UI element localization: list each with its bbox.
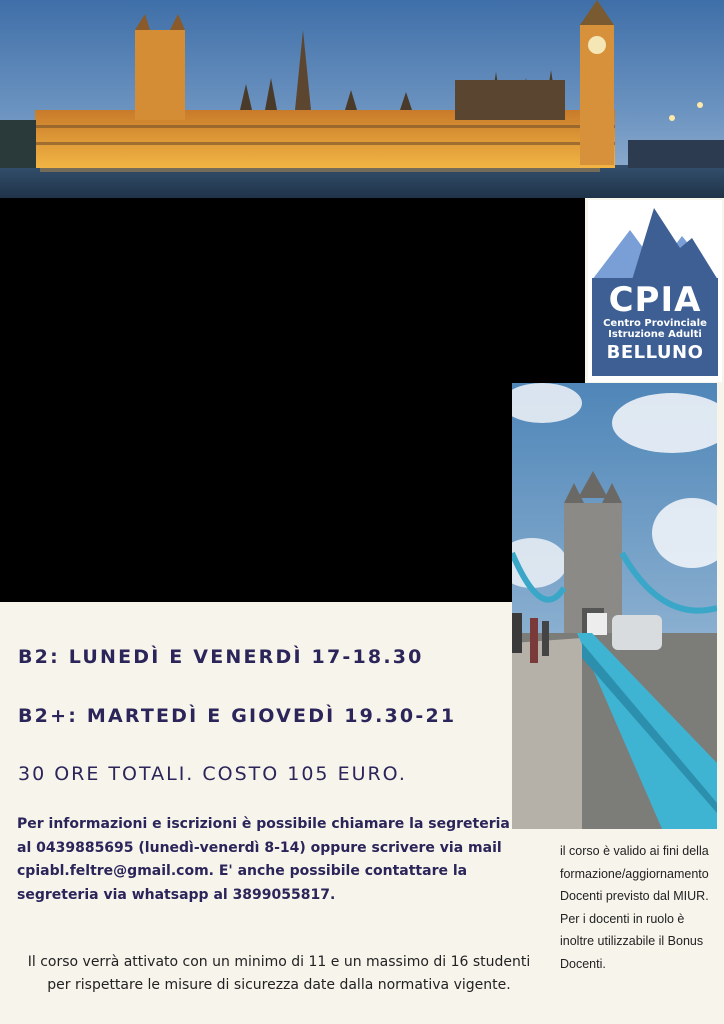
- mountains-icon: [592, 208, 718, 280]
- tower-bridge-illustration: [512, 383, 717, 829]
- logo-city: BELLUNO: [606, 342, 704, 363]
- logo-acronym: CPIA: [608, 280, 702, 320]
- black-panel: [0, 198, 585, 602]
- activation-note: Il corso verrà attivato con un minimo di 11 e un massimo di 16 studenti per rispettare le misure di sicurezza date dalla normativa vigente.: [27, 954, 531, 993]
- logo-line-1: Centro Provinciale: [603, 318, 707, 329]
- contact-info: Per informazioni e iscrizioni è possibile chiamare la segreteria al 0439885695 (lunedì-venerdì 8-14) oppure scrivere via mail cpiabl.feltre@gmail.com. E' anche possibile contattare la segreteria via whatsapp al 3899055817.: [17, 816, 510, 903]
- logo-line-2: Istruzione Adulti: [608, 329, 702, 340]
- schedule-b2plus: B2+: MARTEDÌ E GIOVEDÌ 19.30-21: [18, 705, 457, 727]
- teacher-bonus-note: il corso è valido ai fini della formazione/aggiornamento Docenti previsto dal MIUR. Per i docenti in ruolo è inoltre utilizzabile il Bonus Docenti.: [560, 844, 709, 971]
- westminster-palace-illustration: [0, 0, 724, 198]
- logo-box: [592, 278, 718, 376]
- schedule-b2: B2: LUNEDÌ E VENERDÌ 17-18.30: [18, 646, 424, 668]
- cpia-logo: [588, 200, 722, 382]
- westminster-palace-photo: [0, 0, 724, 198]
- hours-and-cost: 30 ORE TOTALI. COSTO 105 EURO.: [18, 763, 407, 785]
- tower-bridge-photo: [512, 383, 717, 829]
